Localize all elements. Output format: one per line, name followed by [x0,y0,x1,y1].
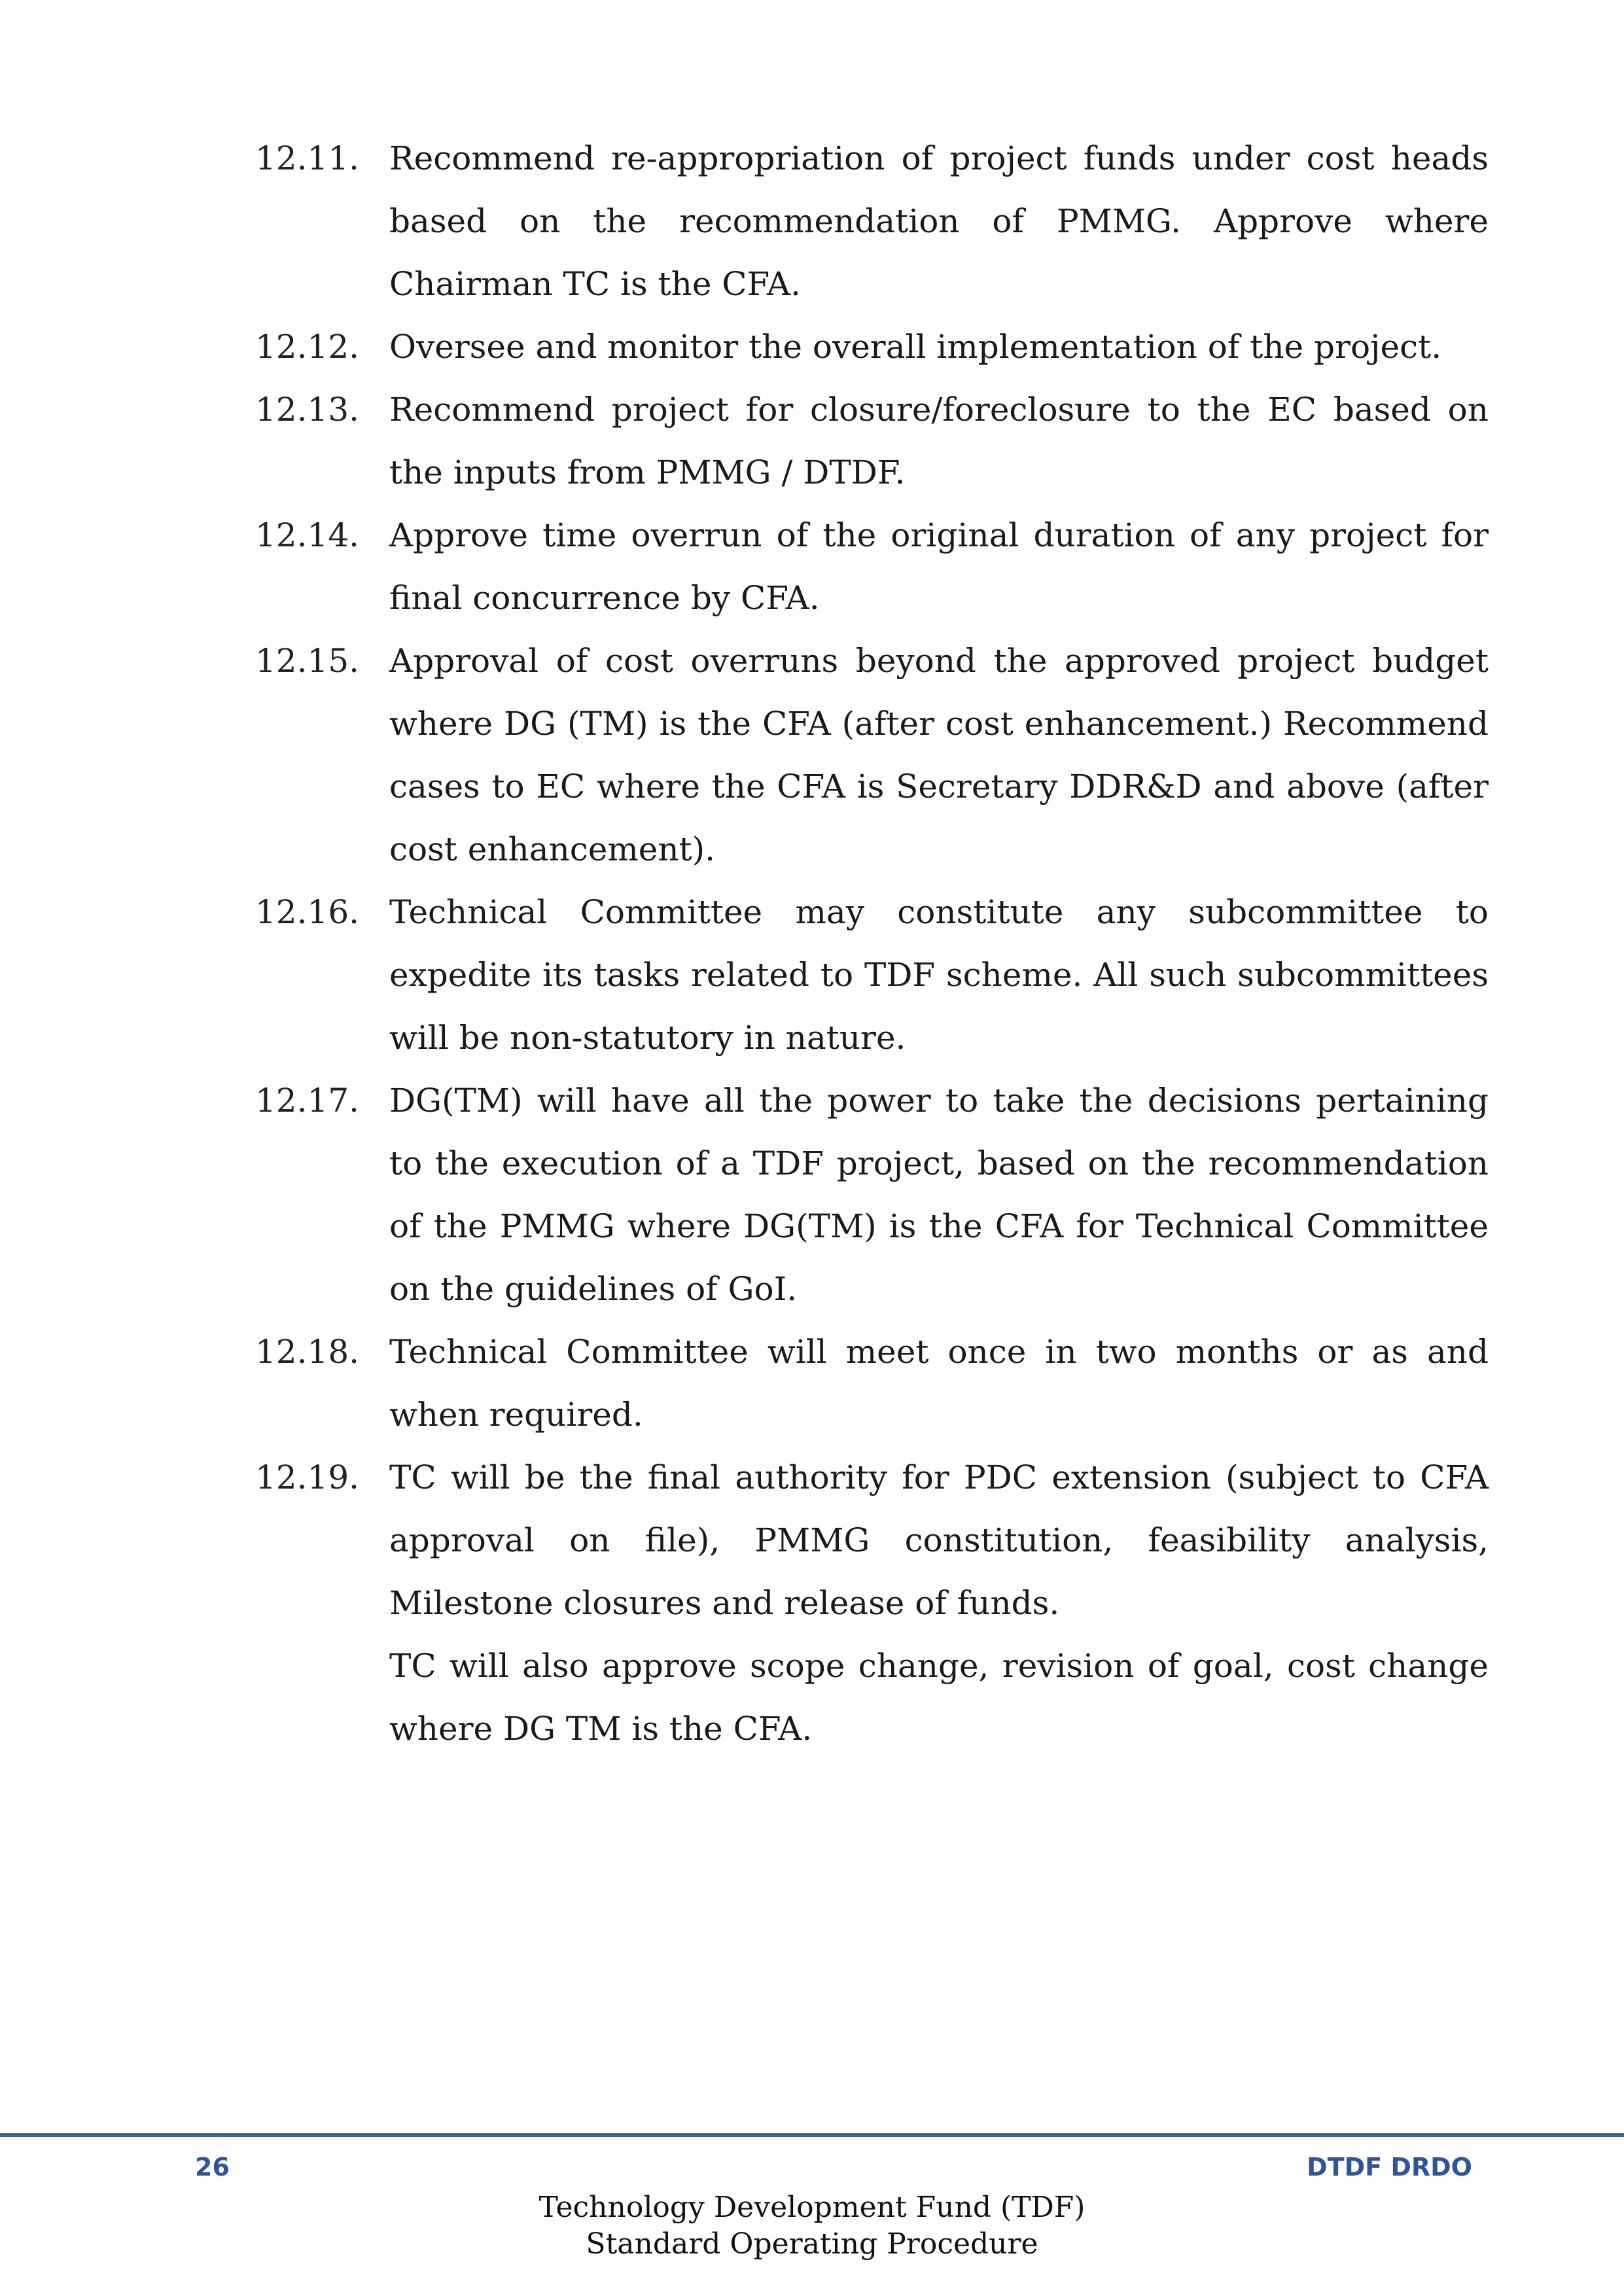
item-number: 12.13. [255,391,360,429]
item-text: Technical Committee will meet once in two months or as and when required. [389,1333,1489,1434]
item-text: TC will be the final authority for PDC extension (subject to CFA approval on file), PMMG constitution, feasibility analysis, Milestone closures and release of funds. [389,1458,1489,1622]
footer-org: DTDF DRDO [1307,2153,1472,2181]
item-text: Recommend project for closure/foreclosure to the EC based on the inputs from PMMG / DTDF. [389,391,1489,491]
item-note: TC will also approve scope change, revision of goal, cost change where DG TM is the CFA. [389,1647,1489,1748]
list-item [255,1446,1489,1634]
item-number: 12.19. [255,1458,360,1496]
list-item [255,1320,1489,1446]
item-number: 12.12. [255,328,360,366]
item-number: 12.16. [255,893,360,931]
document-body [255,127,1489,1760]
item-number: 12.15. [255,642,360,680]
item-text: Oversee and monitor the overall implementation of the project. [389,328,1442,366]
item-text: Approval of cost overruns beyond the approved project budget where DG (TM) is the CFA (after cost enhancement.) Recommend cases to EC where the CFA is Secretary DDR&D and above (after cost enhancement). [389,642,1489,868]
footer-divider [0,2133,1624,2137]
item-number: 12.14. [255,516,360,554]
item-text: DG(TM) will have all the power to take the decisions pertaining to the execution of a TDF project, based on the recommendation of the PMMG where DG(TM) is the CFA for Technical Committee on the guidelines of GoI. [389,1082,1489,1308]
item-number: 12.17. [255,1082,360,1120]
list-item [255,378,1489,504]
list-item [255,629,1489,881]
list-item [255,1069,1489,1320]
item-text: Recommend re-appropriation of project funds under cost heads based on the recommendation of PMMG. Approve where Chairman TC is the CFA. [389,139,1489,303]
list-item [255,127,1489,315]
list-item [255,504,1489,629]
footer-subtitle: Standard Operating Procedure [586,2227,1038,2261]
item-text: Approve time overrun of the original duration of any project for final concurrence by CFA. [389,516,1489,617]
page-number: 26 [195,2153,230,2181]
item-text: Technical Committee may constitute any subcommittee to expedite its tasks related to TDF scheme. All such subcommittees will be non-statutory in nature. [389,893,1489,1057]
footer-title: Technology Development Fund (TDF) [538,2191,1086,2224]
item-number: 12.18. [255,1333,360,1371]
item-number: 12.11. [255,139,360,177]
list-item [255,881,1489,1069]
list-item [255,315,1489,378]
